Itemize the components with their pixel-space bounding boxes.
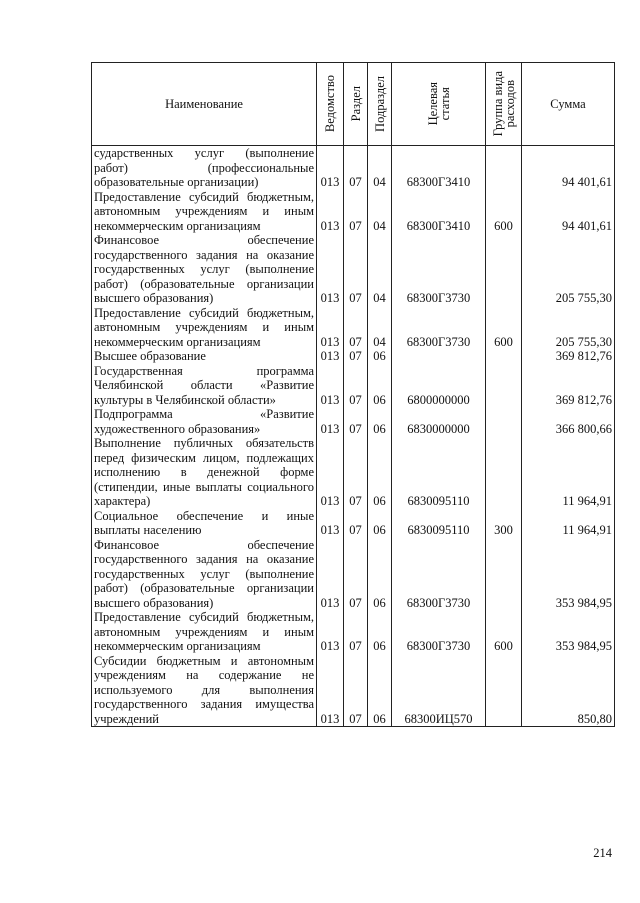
cell-vedomstvo: 013 <box>317 436 344 509</box>
cell-summa: 366 800,66 <box>522 407 615 436</box>
cell-gruppa-vida-raskhodov <box>486 436 522 509</box>
cell-gruppa-vida-raskhodov <box>486 407 522 436</box>
cell-tselevaya-statya: 68300Г3730 <box>392 233 486 306</box>
table-row <box>92 610 615 654</box>
cell-name: Предоставление субсидий бюджетным, автономным учреждениям и иным некоммерческим организациям <box>92 610 317 654</box>
cell-summa: 353 984,95 <box>522 538 615 611</box>
header-summa: Сумма <box>522 63 615 146</box>
cell-razdel: 07 <box>344 233 368 306</box>
cell-razdel: 07 <box>344 407 368 436</box>
cell-name: Подпрограмма «Развитие художественного образования» <box>92 407 317 436</box>
table-row <box>92 407 615 436</box>
cell-gruppa-vida-raskhodov <box>486 538 522 611</box>
cell-podrazdel: 06 <box>368 349 392 364</box>
cell-gruppa-vida-raskhodov: 600 <box>486 190 522 234</box>
cell-vedomstvo: 013 <box>317 509 344 538</box>
cell-podrazdel: 06 <box>368 509 392 538</box>
cell-vedomstvo: 013 <box>317 306 344 350</box>
cell-summa: 205 755,30 <box>522 306 615 350</box>
cell-podrazdel: 04 <box>368 146 392 190</box>
cell-summa: 11 964,91 <box>522 436 615 509</box>
cell-tselevaya-statya: 6800000000 <box>392 364 486 408</box>
cell-razdel: 07 <box>344 509 368 538</box>
cell-name: Субсидии бюджетным и автономным учреждениям на содержание не используемого для выполнения государственного задания имущества учреждений <box>92 654 317 727</box>
cell-razdel: 07 <box>344 610 368 654</box>
table-row <box>92 233 615 306</box>
cell-summa: 205 755,30 <box>522 233 615 306</box>
header-razdel: Раздел <box>344 63 368 146</box>
cell-vedomstvo: 013 <box>317 654 344 727</box>
table-row <box>92 190 615 234</box>
cell-vedomstvo: 013 <box>317 610 344 654</box>
cell-tselevaya-statya: 68300Г3730 <box>392 538 486 611</box>
table-body <box>92 146 615 727</box>
header-vedomstvo: Ведомство <box>317 63 344 146</box>
cell-podrazdel: 06 <box>368 436 392 509</box>
page-number: 214 <box>593 846 612 860</box>
cell-podrazdel: 04 <box>368 306 392 350</box>
table-row <box>92 654 615 727</box>
cell-gruppa-vida-raskhodov <box>486 146 522 190</box>
cell-razdel: 07 <box>344 364 368 408</box>
header-gruppa-vida-raskhodov: Группа вида расходов <box>486 63 522 146</box>
cell-vedomstvo: 013 <box>317 349 344 364</box>
cell-gruppa-vida-raskhodov <box>486 654 522 727</box>
cell-summa: 94 401,61 <box>522 146 615 190</box>
cell-gruppa-vida-raskhodov <box>486 349 522 364</box>
cell-name: сударственных услуг (выполнение работ) (профессиональные образовательные организации) <box>92 146 317 190</box>
header-podrazdel: Подраздел <box>368 63 392 146</box>
cell-razdel: 07 <box>344 436 368 509</box>
cell-vedomstvo: 013 <box>317 190 344 234</box>
cell-podrazdel: 06 <box>368 654 392 727</box>
cell-razdel: 07 <box>344 538 368 611</box>
cell-tselevaya-statya: 6830000000 <box>392 407 486 436</box>
table-row <box>92 146 615 190</box>
cell-summa: 353 984,95 <box>522 610 615 654</box>
table-row <box>92 436 615 509</box>
cell-razdel: 07 <box>344 306 368 350</box>
cell-vedomstvo: 013 <box>317 407 344 436</box>
cell-summa: 850,80 <box>522 654 615 727</box>
cell-gruppa-vida-raskhodov: 300 <box>486 509 522 538</box>
cell-vedomstvo: 013 <box>317 146 344 190</box>
header-name: Наименование <box>92 63 317 146</box>
cell-summa: 369 812,76 <box>522 364 615 408</box>
cell-tselevaya-statya <box>392 349 486 364</box>
table-row <box>92 509 615 538</box>
cell-tselevaya-statya: 68300Г3410 <box>392 146 486 190</box>
cell-podrazdel: 06 <box>368 407 392 436</box>
cell-razdel: 07 <box>344 349 368 364</box>
cell-razdel: 07 <box>344 654 368 727</box>
header-tselevaya-statya: Целевая статья <box>392 63 486 146</box>
cell-podrazdel: 04 <box>368 233 392 306</box>
cell-tselevaya-statya: 68300Г3730 <box>392 306 486 350</box>
cell-name: Предоставление субсидий бюджетным, автономным учреждениям и иным некоммерческим организациям <box>92 306 317 350</box>
cell-vedomstvo: 013 <box>317 538 344 611</box>
table-header <box>92 63 615 146</box>
table-row <box>92 306 615 350</box>
cell-name: Высшее образование <box>92 349 317 364</box>
cell-vedomstvo: 013 <box>317 364 344 408</box>
cell-tselevaya-statya: 68300ИЦ570 <box>392 654 486 727</box>
cell-podrazdel: 06 <box>368 364 392 408</box>
cell-name: Предоставление субсидий бюджетным, автономным учреждениям и иным некоммерческим организациям <box>92 190 317 234</box>
cell-tselevaya-statya: 6830095110 <box>392 509 486 538</box>
cell-summa: 11 964,91 <box>522 509 615 538</box>
cell-podrazdel: 06 <box>368 538 392 611</box>
table-row <box>92 538 615 611</box>
cell-name: Финансовое обеспечение государственного задания на оказание государственных услуг (выполнение работ) (образовательные организации высшего образования) <box>92 538 317 611</box>
cell-name: Финансовое обеспечение государственного задания на оказание государственных услуг (выполнение работ) (образовательные организации высшего образования) <box>92 233 317 306</box>
cell-razdel: 07 <box>344 190 368 234</box>
cell-podrazdel: 06 <box>368 610 392 654</box>
cell-gruppa-vida-raskhodov <box>486 233 522 306</box>
table-row <box>92 364 615 408</box>
cell-gruppa-vida-raskhodov: 600 <box>486 610 522 654</box>
cell-tselevaya-statya: 68300Г3730 <box>392 610 486 654</box>
cell-summa: 94 401,61 <box>522 190 615 234</box>
cell-gruppa-vida-raskhodov <box>486 364 522 408</box>
cell-summa: 369 812,76 <box>522 349 615 364</box>
cell-razdel: 07 <box>344 146 368 190</box>
cell-name: Выполнение публичных обязательств перед физическим лицом, подлежащих исполнению в денежной форме (стипендии, иные выплаты социального характера) <box>92 436 317 509</box>
cell-name: Государственная программа Челябинской области «Развитие культуры в Челябинской области» <box>92 364 317 408</box>
cell-gruppa-vida-raskhodov: 600 <box>486 306 522 350</box>
cell-tselevaya-statya: 68300Г3410 <box>392 190 486 234</box>
cell-name: Социальное обеспечение и иные выплаты населению <box>92 509 317 538</box>
table-row <box>92 349 615 364</box>
cell-vedomstvo: 013 <box>317 233 344 306</box>
cell-tselevaya-statya: 6830095110 <box>392 436 486 509</box>
cell-podrazdel: 04 <box>368 190 392 234</box>
budget-table <box>91 62 615 727</box>
